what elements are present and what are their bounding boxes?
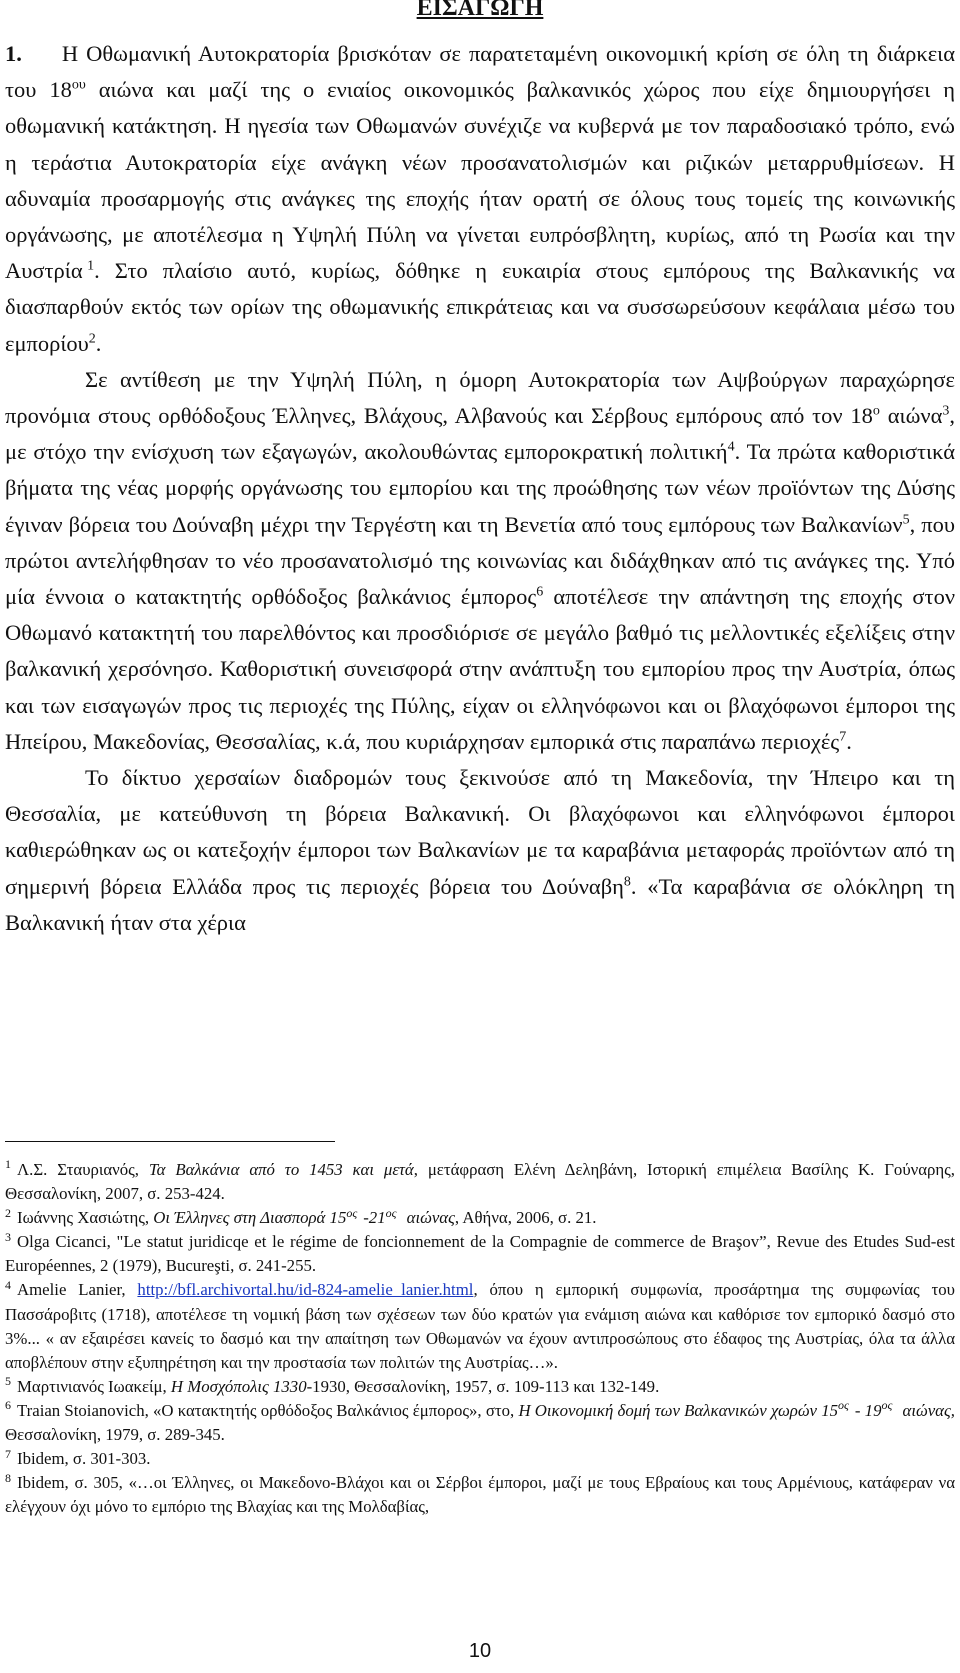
- footnote-ref-3[interactable]: 3: [942, 403, 950, 419]
- footnote-6: [5, 1399, 955, 1447]
- text-run: Σε αντίθεση με την Υψηλή Πύλη, η όμορη Αυτοκρατορία των Αψβούργων παραχώρησε προνόμια στους ορθόδοξους Έλληνες, Βλάχους, Αλβανούς και Σέρβους εμπόρους από τον 18: [5, 366, 955, 429]
- footnote-number: 5: [5, 1374, 11, 1389]
- book-title: [153, 1205, 455, 1228]
- footnote-ref-7[interactable]: 7: [839, 729, 847, 745]
- footnote-number: 2: [5, 1205, 11, 1220]
- text-run: , όπου η εμπορική συμφωνία, προσάρτημα της συμφωνίας του Πασσάροβιτς (1718), αποτέλεσε τη νομική βάση των σχέσεων των δύο κρατών για ενάμιση αιώνα και καθόρισε τον εμπορικό δασμό στο 3%... « αν εξαιρέσει κανείς το δασμό και την απαίτηση των Οθωμανών να έχουν αντιπροσώπους στο έδαφος της Αυστρίας, όλα τα άλλα αποβλέπουν στην εξυπηρέτηση και την προστασία των πολιτών της Αυστρίας…».: [5, 1280, 955, 1372]
- text-run: Η Οικονομική δομή των Βαλκανικών χωρών 15: [518, 1400, 838, 1420]
- text-run: αιώνας,: [898, 1400, 955, 1420]
- text-run: .: [846, 728, 852, 754]
- footnote-ref-6[interactable]: 6: [536, 584, 544, 600]
- footnote-3: [5, 1230, 955, 1278]
- text-run: αιώνας: [402, 1208, 455, 1228]
- text-run: Ibidem, σ. 301-303.: [17, 1449, 151, 1469]
- paragraph-number: 1.: [5, 41, 22, 66]
- footnote-number: 4: [5, 1277, 11, 1292]
- footnote-number: 3: [5, 1229, 11, 1244]
- paragraph-3: [5, 760, 955, 941]
- book-title: Η Μοσχόπολις 1330: [170, 1376, 307, 1396]
- text-run: Amelie Lanier,: [17, 1280, 138, 1300]
- book-title: [518, 1398, 955, 1420]
- footnote-4: [5, 1278, 955, 1374]
- text-run: -1930, Θεσσαλονίκη, 1957, σ. 109-113 και 132-149.: [306, 1376, 660, 1396]
- text-run: Olga Cicanci, "Le statut juridicqe et le régime de foncionnement de la Compagnie de commerce de Braşov”, Revue des Etudes Sud-est Européennes, 2 (1979), Bucureşti, σ. 241-255.: [5, 1232, 955, 1276]
- footnote-ref-2[interactable]: 2: [88, 331, 96, 347]
- footnote-ref-5[interactable]: 5: [902, 512, 910, 528]
- text-run: . Τα πρώτα καθοριστικά βήματα της νέας μορφής οργάνωσης του εμπορίου και της προώθησης των νέων προϊόντων της Δύσης έγιναν βόρεια του Δούναβη μέχρι την Τεργέστη και τη Βενετία από τους εμπόρους των Βαλκανίων: [5, 439, 955, 537]
- text-run: .: [95, 330, 102, 356]
- footnote-number: 6: [5, 1398, 11, 1413]
- text-run: αιώνα και μαζί της ο ενιαίος οικονομικός βαλκανικός χώρος που είχε δημιουργήσει η οθωμανική κατάκτηση. Η ηγεσία των Οθωμανών συνέχιζε να κυβερνά με τον παραδοσιακό τρόπο, ενώ η τεράστια Αυτοκρατορία είχε ανάγκη νέων προσανατολισμών και ριζικών μεταρρυθμίσεων. Η αδυναμία προσαρμογής στις ανάγκες της εποχής ήταν ορατή σε όλους τους τομείς της κοινωνικής οργάνωσης, με αποτέλεσμα η Υψηλή Πύλη να γίνεται ευπρόσβλητη, κυρίως, από τη Ρωσία και την Αυστρία: [5, 77, 956, 284]
- book-title: Τα Βαλκάνια από το 1453 και μετά: [148, 1160, 414, 1179]
- footnote-8: [5, 1471, 955, 1519]
- footnote-number: 8: [5, 1470, 11, 1485]
- page-number: 10: [468, 1640, 492, 1662]
- text-run: αποτέλεσε την απάντηση της εποχής στον Οθωμανό κατακτητή του παρελθόντος και προσδιόρισε σε μεγάλο βαθμό τις μελλοντικές εξελίξεις στην βαλκανική χερσόνησο. Καθοριστική συνεισφορά στην ανάπτυξη του εμπορίου προς την Αυστρία, όπως και των εισαγωγών προς τις περιοχές της Πύλης, είχαν οι ελληνόφωνοι και οι βλαχόφωνοι έμποροι της Ηπείρου, Μακεδονίας, Θεσσαλίας, κ.ά, που κυριάρχησαν εμπορικά στις παραπάνω περιοχές: [5, 584, 955, 754]
- paragraph-2: [5, 362, 955, 760]
- footnote-7: [5, 1447, 955, 1471]
- body-text: [5, 36, 955, 941]
- footnote-1: [5, 1158, 955, 1206]
- paragraph-1: [5, 36, 955, 362]
- footnotes: [5, 1158, 955, 1519]
- section-heading: ΕΙΣΑΓΩΓΗ: [416, 0, 544, 21]
- text-run: Λ.Σ. Σταυριανός,: [17, 1160, 149, 1179]
- archive-link[interactable]: http://bfl.archivortal.hu/id-824-amelie_lanier.html: [137, 1280, 474, 1300]
- text-run: Το δίκτυο χερσαίων διαδρομών τους ξεκινούσε από τη Μακεδονία, την Ήπειρο και τη Θεσσαλία, με κατεύθυνση τη βόρεια Βαλκανική. Οι βλαχόφωνοι και ελληνόφωνοι έμποροι καθιερώθηκαν ως οι κατεξοχήν έμποροι των Βαλκανίων με τα καραβάνια μεταφοράς προϊόντων από τη σημερινή βόρεια Ελλάδα προς τις περιοχές βόρεια του Δούναβη: [5, 765, 955, 899]
- footnote-5: [5, 1375, 955, 1399]
- text-run: . «Τα καραβάνια σε ολόκληρη τη Βαλκανική ήταν στα χέρια: [5, 873, 955, 935]
- footnote-ref-1[interactable]: 1: [87, 258, 95, 274]
- text-run: Μαρτινιανός Ιωακείμ,: [17, 1376, 171, 1396]
- footnote-ref-8[interactable]: 8: [623, 874, 631, 890]
- ordinal-suffix: ου: [71, 77, 86, 93]
- ordinal-suffix: ος: [838, 1398, 849, 1413]
- ordinal-suffix: ο: [872, 403, 880, 419]
- text-run: Ιωάννης Χασιώτης,: [17, 1208, 154, 1228]
- text-run: Traian Stoianovich, «Ο κατακτητής ορθόδοξος Βαλκάνιος έμπορος», στο,: [17, 1400, 519, 1420]
- text-run: -21: [363, 1208, 386, 1228]
- footnote-2: [5, 1206, 955, 1230]
- text-run: αιώνα: [879, 403, 943, 429]
- ordinal-suffix: ος: [346, 1205, 358, 1220]
- text-run: , Αθήνα, 2006, σ. 21.: [454, 1208, 597, 1228]
- footnote-separator: [5, 1141, 335, 1142]
- footnote-number: 7: [5, 1446, 11, 1461]
- text-run: , μετάφραση Ελένη Δεληβάνη, Ιστορική επιμέλεια Βασίλης Κ. Γούναρης, Θεσσαλονίκη, 2007, σ. 253-424.: [5, 1160, 955, 1204]
- text-run: - 19: [854, 1400, 882, 1420]
- text-run: , με στόχο την ενίσχυση των εξαγωγών, ακολουθώντας εμποροκρατική πολιτική: [5, 403, 955, 465]
- ordinal-suffix: ος: [385, 1205, 397, 1220]
- footnote-number: 1: [5, 1157, 11, 1172]
- text-run: , που πρώτοι αντελήφθησαν το νέο προσανατολισμό της κοινωνίας και διδάχθηκαν από τις ανάγκες της. Υπό μία έννοια ο κατακτητής ορθόδοξος βαλκάνιος έμπορος: [5, 511, 955, 610]
- footnote-ref-4[interactable]: 4: [727, 439, 735, 455]
- ordinal-suffix: ος: [881, 1398, 893, 1413]
- text-run: Η Οθωμανική Αυτοκρατορία βρισκόταν σε παρατεταμένη οικονομική κρίση σε όλη τη διάρκεια του 18: [5, 41, 955, 103]
- text-run: Ibidem, σ. 305, «…οι Έλληνες, οι Μακεδονο-Βλάχοι και οι Σέρβοι έμποροι, μαζί με τους Εβραίους και τους Αρμένιους, κατάφεραν να ελέγχουν όχι μόνο το εμπόριο της Βλαχίας και της Μολδαβίας,: [5, 1473, 955, 1517]
- text-run: . Στο πλαίσιο αυτό, κυρίως, δόθηκε η ευκαιρία στους εμπόρους της Βαλκανικής να διασπαρθούν εκτός των ορίων της οθωμανικής επικράτειας και να συσσωρεύσουν κεφάλαια μέσω του εμπορίου: [5, 258, 955, 356]
- text-run: Οι Έλληνες στη Διασπορά 15: [153, 1208, 347, 1228]
- text-run: Θεσσαλονίκη, 1979, σ. 289-345.: [5, 1425, 225, 1445]
